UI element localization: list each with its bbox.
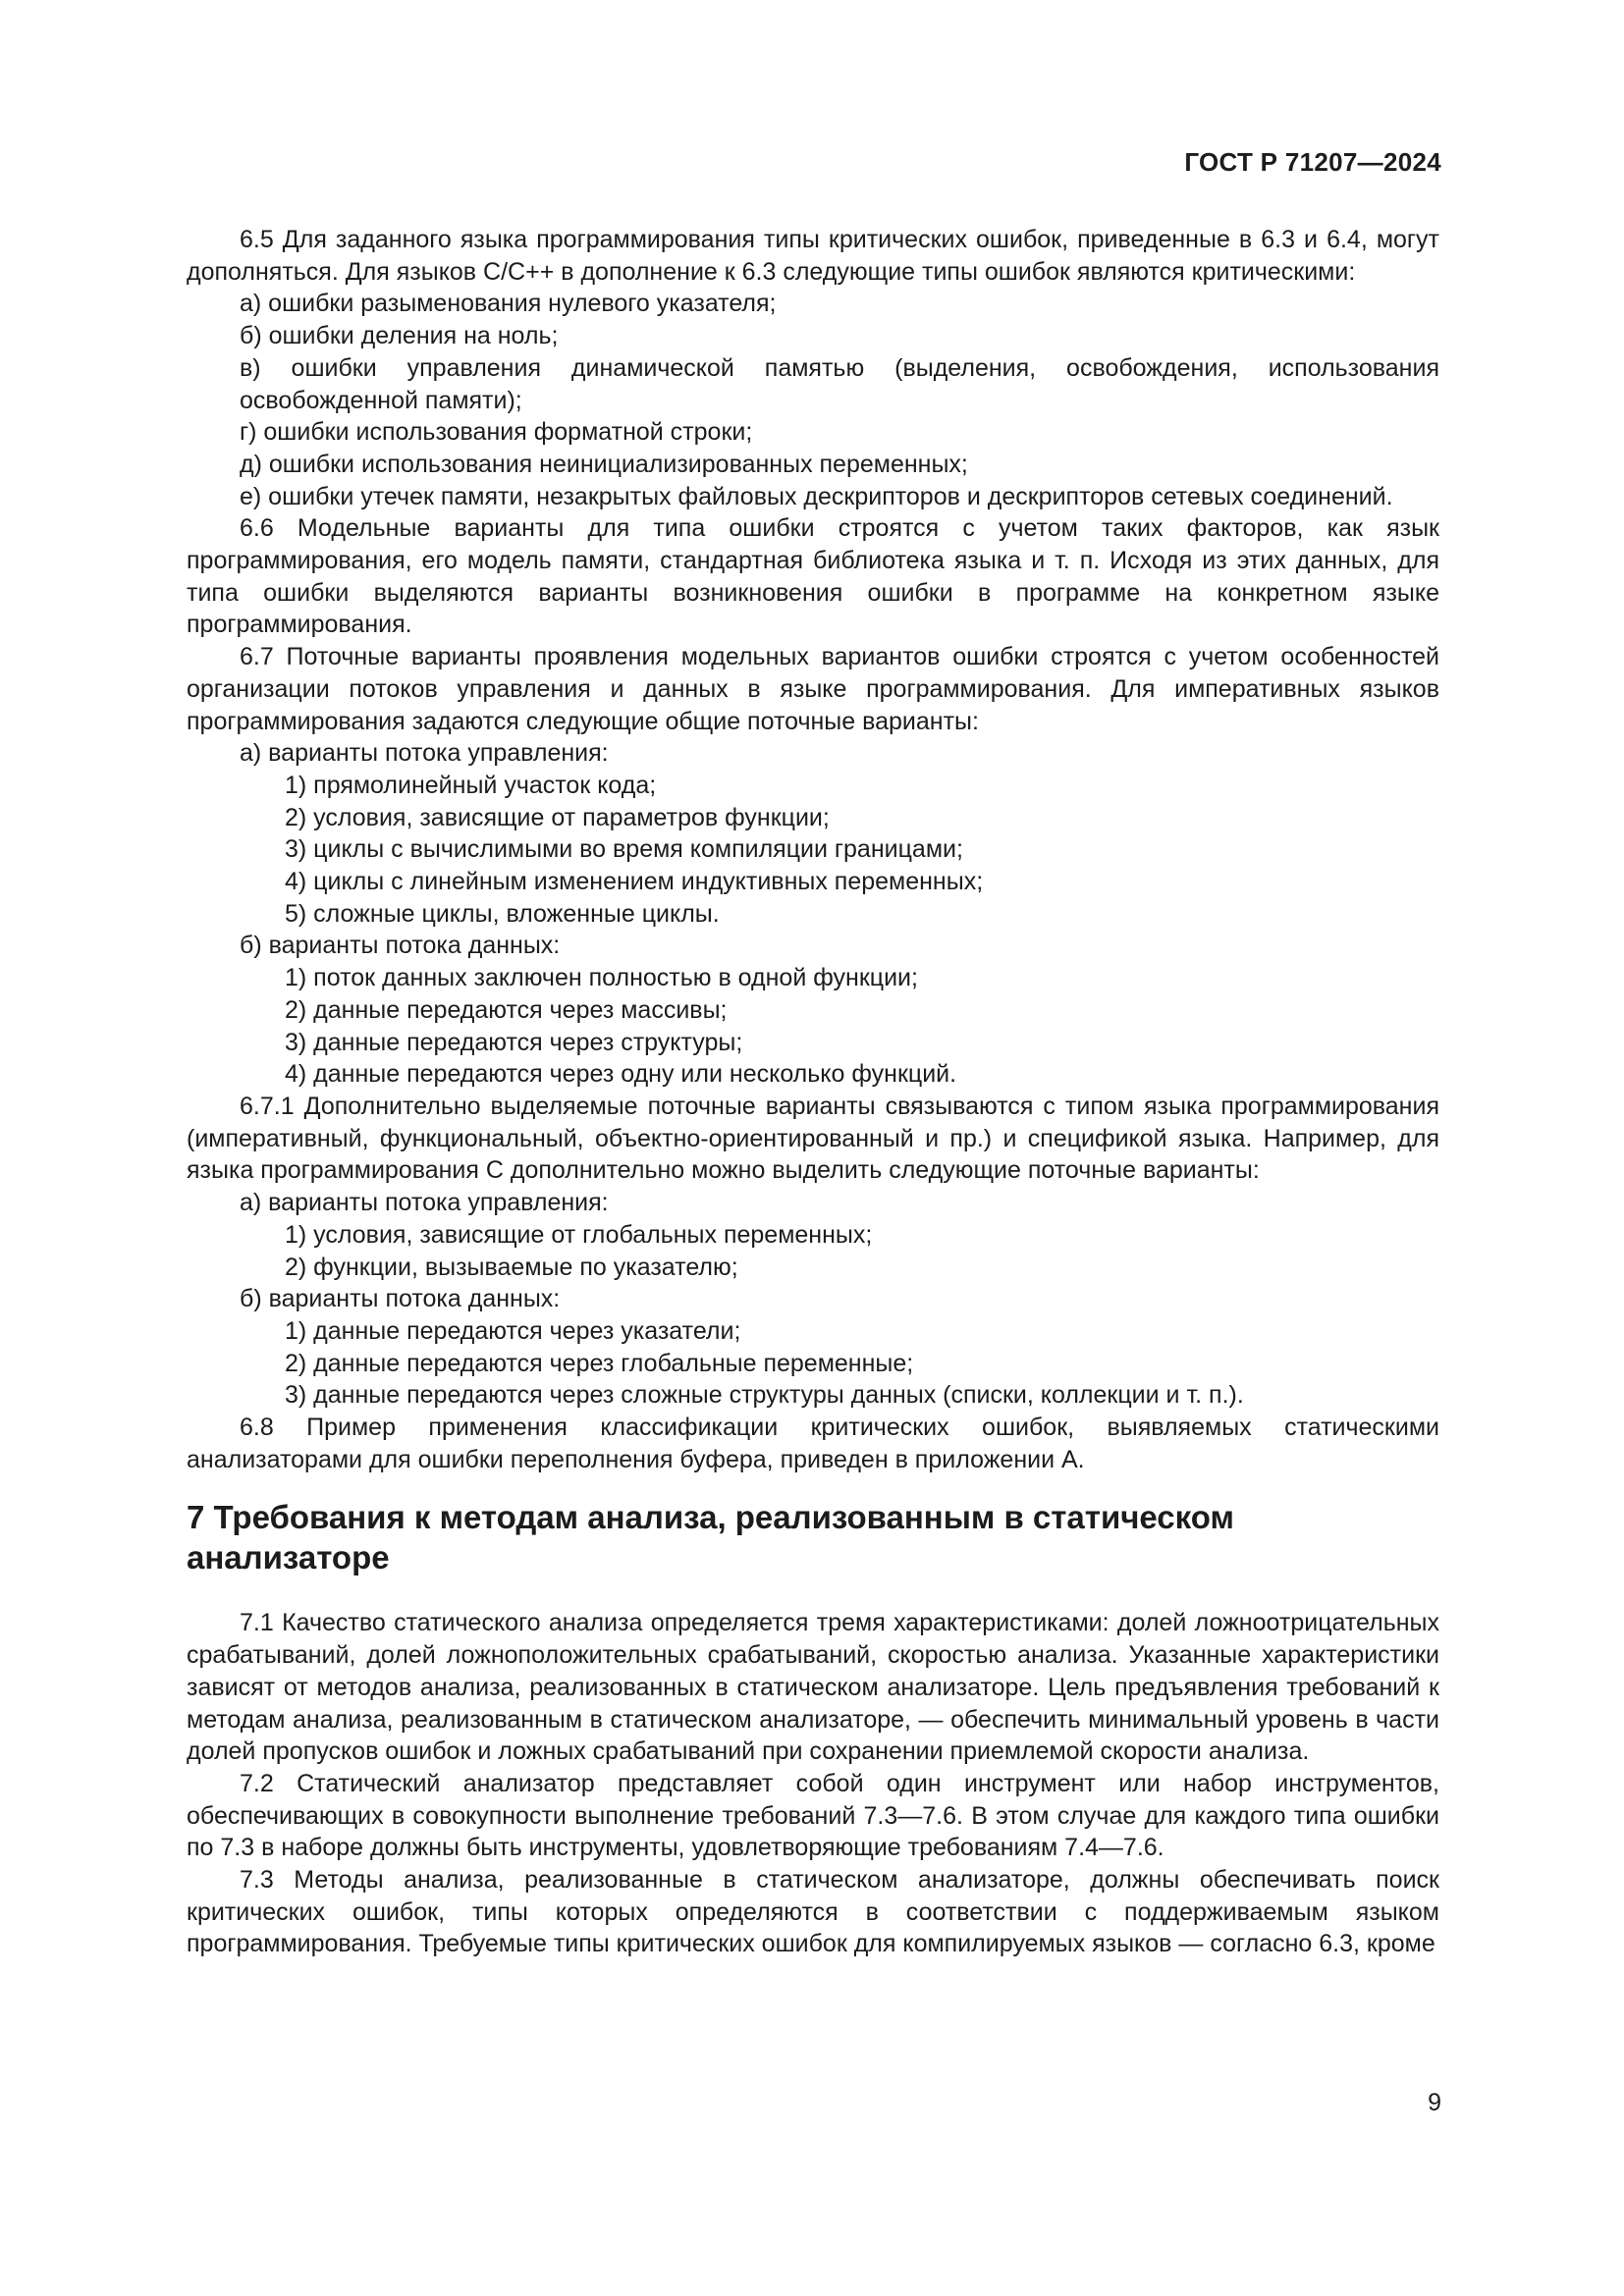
list-item: 4) данные передаются через одну или несколько функций. <box>285 1060 957 1089</box>
list-item: 1) данные передаются через указатели; <box>285 1316 741 1345</box>
list-item: 2) данные передаются через массивы; <box>285 995 728 1024</box>
list-item: 2) данные передаются через глобальные переменные; <box>285 1349 914 1377</box>
paragraph-6-5: 6.5 Для заданного языка программирования типы критических ошибок, приведенные в 6.3 и 6.4, могут дополняться. Для языков С/С++ в дополнение к 6.3 следующие типы ошибок являются критическими: <box>187 226 1439 286</box>
list-item: 5) сложные циклы, вложенные циклы. <box>285 899 720 928</box>
list-item: 3) данные передаются через структуры; <box>285 1028 743 1056</box>
list-item: д) ошибки использования неинициализированных переменных; <box>240 450 968 478</box>
sublist-heading: а) варианты потока управления: <box>240 1189 609 1217</box>
paragraph-7-3: 7.3 Методы анализа, реализованные в статическом анализаторе, должны обеспечивать поиск критических ошибок, типы которых определяются в соответствии с поддерживаемым языком программирования. Требуемые типы критических ошибок для компилируемых языков — согласно 6.3, кроме <box>187 1866 1439 1958</box>
list-item: 3) циклы с вычислимыми во время компиляции границами; <box>285 835 963 864</box>
list-item: 2) условия, зависящие от параметров функции; <box>285 803 830 831</box>
sublist-heading: б) варианты потока данных: <box>240 932 561 960</box>
section-7-heading: 7 Требования к методам анализа, реализованным в статическом анализаторе <box>187 1499 1234 1576</box>
list-item: в) ошибки управления динамической памятью (выделения, освобождения, использования освобожденной памяти); <box>240 353 1439 414</box>
list-item: 1) условия, зависящие от глобальных переменных; <box>285 1220 873 1249</box>
list-item: 1) прямолинейный участок кода; <box>285 771 657 799</box>
paragraph-6-6: 6.6 Модельные варианты для типа ошибки строятся с учетом таких факторов, как язык программирования, его модель памяти, стандартная библиотека языка и т. п. Исходя из этих данных, для типа ошибки выделяются варианты возникновения ошибки в программе на конкретном языке программирования. <box>187 514 1439 639</box>
paragraph-6-7: 6.7 Поточные варианты проявления модельных вариантов ошибки строятся с учетом особенностей организации потоков управления и данных в языке программирования. Для императивных языков программирования задаются следующие общие поточные варианты: <box>187 643 1439 735</box>
list-item: 4) циклы с линейным изменением индуктивных переменных; <box>285 868 984 896</box>
list-item: е) ошибки утечек памяти, незакрытых файловых дескрипторов и дескрипторов сетевых соединений. <box>240 482 1393 510</box>
list-item: а) ошибки разыменования нулевого указателя; <box>240 290 777 318</box>
list-item: 2) функции, вызываемые по указателю; <box>285 1253 738 1281</box>
list-item: б) ошибки деления на ноль; <box>240 322 559 350</box>
paragraph-7-1: 7.1 Качество статического анализа определяется тремя характеристиками: долей ложноотрицательных срабатываний, долей ложноположительных срабатываний, скоростью анализа. Указанные характеристики зависят от методов анализа, реализованных в статическом анализаторе. Цель предъявления требований к методам анализа, реализованным в статическом анализаторе, — обеспечить минимальный уровень в части долей пропусков ошибок и ложных срабатываний при сохранении приемлемой скорости анализа. <box>187 1609 1439 1766</box>
paragraph-7-2: 7.2 Статический анализатор представляет собой один инструмент или набор инструментов, обеспечивающих в совокупности выполнение требований 7.3—7.6. В этом случае для каждого типа ошибки по 7.3 в наборе должны быть инструменты, удовлетворяющие требованиям 7.4—7.6. <box>187 1769 1439 1862</box>
sublist-heading: б) варианты потока данных: <box>240 1285 561 1313</box>
paragraph-6-7-1: 6.7.1 Дополнительно выделяемые поточные варианты связываются с типом языка программирования (императивный, функциональный, объектно-ориентированный и пр.) и спецификой языка. Например, для языка программирования С дополнительно можно выделить следующие поточные варианты: <box>187 1092 1439 1185</box>
section6-body <box>187 224 1439 1960</box>
list-item: 3) данные передаются через сложные структуры данных (списки, коллекции и т. п.). <box>285 1381 1244 1410</box>
sublist-heading: а) варианты потока управления: <box>240 739 609 768</box>
page-number: 9 <box>1428 2089 1441 2116</box>
document-code: ГОСТ Р 71207—2024 <box>1184 147 1441 177</box>
list-item: 1) поток данных заключен полностью в одной функции; <box>285 964 918 992</box>
paragraph-6-8: 6.8 Пример применения классификации критических ошибок, выявляемых статическими анализаторами для ошибки переполнения буфера, приведен в приложении А. <box>187 1414 1439 1473</box>
list-item: г) ошибки использования форматной строки; <box>240 418 753 447</box>
